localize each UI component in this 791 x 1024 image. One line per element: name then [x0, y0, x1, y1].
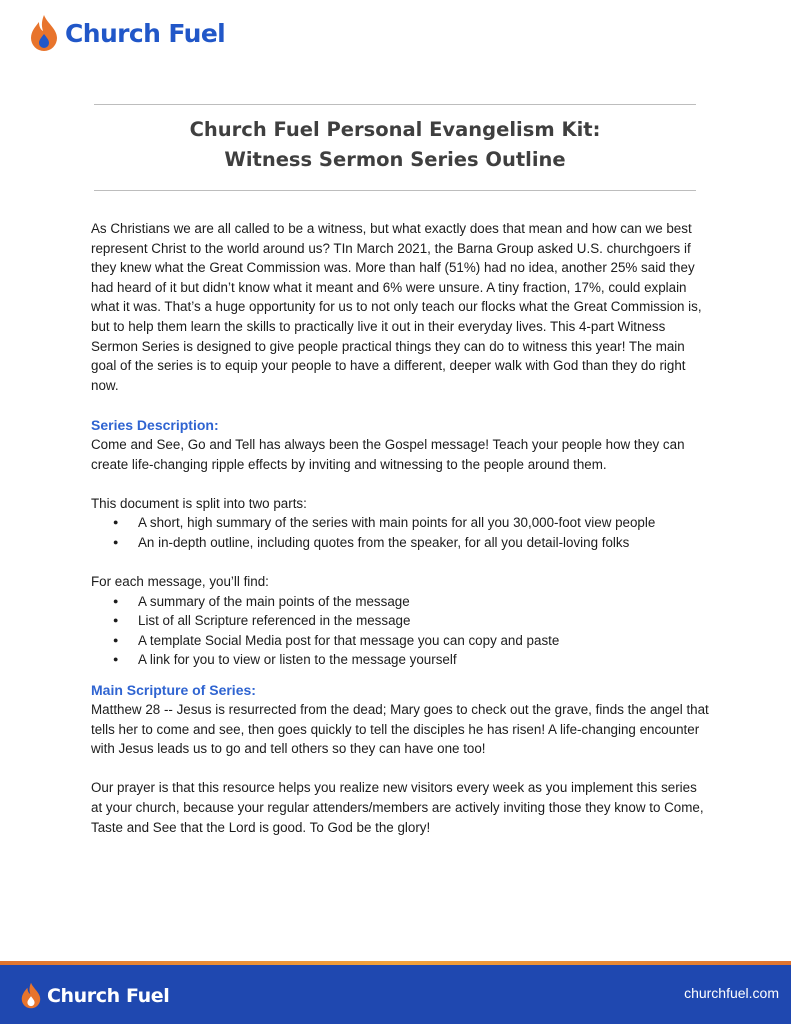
footer-brand-name: Church Fuel [47, 984, 170, 1007]
footer-accent-strip [0, 961, 791, 965]
parts-lead: This document is split into two parts: [91, 495, 307, 511]
flame-drop-icon [21, 982, 41, 1009]
series-description-heading: Series Description: [91, 416, 219, 433]
per-message-lead: For each message, you’ll find: [91, 574, 269, 590]
page-title [94, 115, 696, 175]
title-line-1: Church Fuel Personal Evangelism Kit: [189, 118, 601, 141]
series-description-text: Come and See, Go and Tell has always been the Gospel message! Teach your people how they can create life-changing ripple effects by inviting and witnessing to the people around them. [91, 436, 685, 472]
brand-name: Church Fuel [65, 18, 226, 48]
footer-website-link[interactable]: churchfuel.com [684, 985, 779, 1001]
main-scripture-heading: Main Scripture of Series: [91, 682, 256, 699]
per-message-list [91, 592, 711, 670]
intro-paragraph: As Christians we are all called to be a witness, but what exactly does that mean and how can we best represent Christ to the world around us? TIn March 2021, the Barna Group asked U.S. churchgoers if they knew what the Great Commission was. More than half (51%) had no idea, another 25% said they had heard of it but didn’t know what it meant and 6% were unsure. A tiny fraction, 17%, could explain what it was. That’s a huge opportunity for us to not only teach our flocks what the Great Commission is, but to help them learn the skills to practically live it out in their everyday lives. This 4-part Witness Sermon Series is designed to give people practical things they can do to witness this year! The main goal of the series is to equip your people to have a different, deeper walk with God than they do right now. [91, 221, 702, 393]
list-item: ● A template Social Media post for that message you can copy and paste [91, 631, 711, 651]
flame-drop-icon [30, 14, 58, 52]
page-footer [0, 961, 791, 1024]
parts-list [91, 513, 711, 552]
main-scripture-text: Matthew 28 -- Jesus is resurrected from the dead; Mary goes to check out the grave, finds the angel that tells her to come and see, then goes quickly to tell the disciples he has risen! A life-changing encounter with Jesus leads us to go and tell others so they can have one too! [91, 702, 709, 757]
list-item: ● A link for you to view or listen to the message yourself [91, 650, 711, 670]
header-logo[interactable] [30, 14, 225, 52]
title-line-2: Witness Sermon Series Outline [224, 148, 566, 171]
title-rule-top [94, 104, 696, 105]
title-rule-bottom [94, 190, 696, 191]
list-item: ● An in-depth outline, including quotes from the speaker, for all you detail-loving folks [91, 533, 711, 553]
prayer-paragraph: Our prayer is that this resource helps you realize new visitors every week as you implement this series at your church, because your regular attenders/members are actively inviting those they know to Come, Taste and See that the Lord is good. To God be the glory! [91, 780, 704, 835]
document-body [91, 219, 711, 837]
list-item: ● A summary of the main points of the message [91, 592, 711, 612]
list-item: ● List of all Scripture referenced in the message [91, 611, 711, 631]
footer-logo[interactable] [21, 982, 169, 1009]
list-item: ● A short, high summary of the series with main points for all you 30,000-foot view people [91, 513, 711, 533]
